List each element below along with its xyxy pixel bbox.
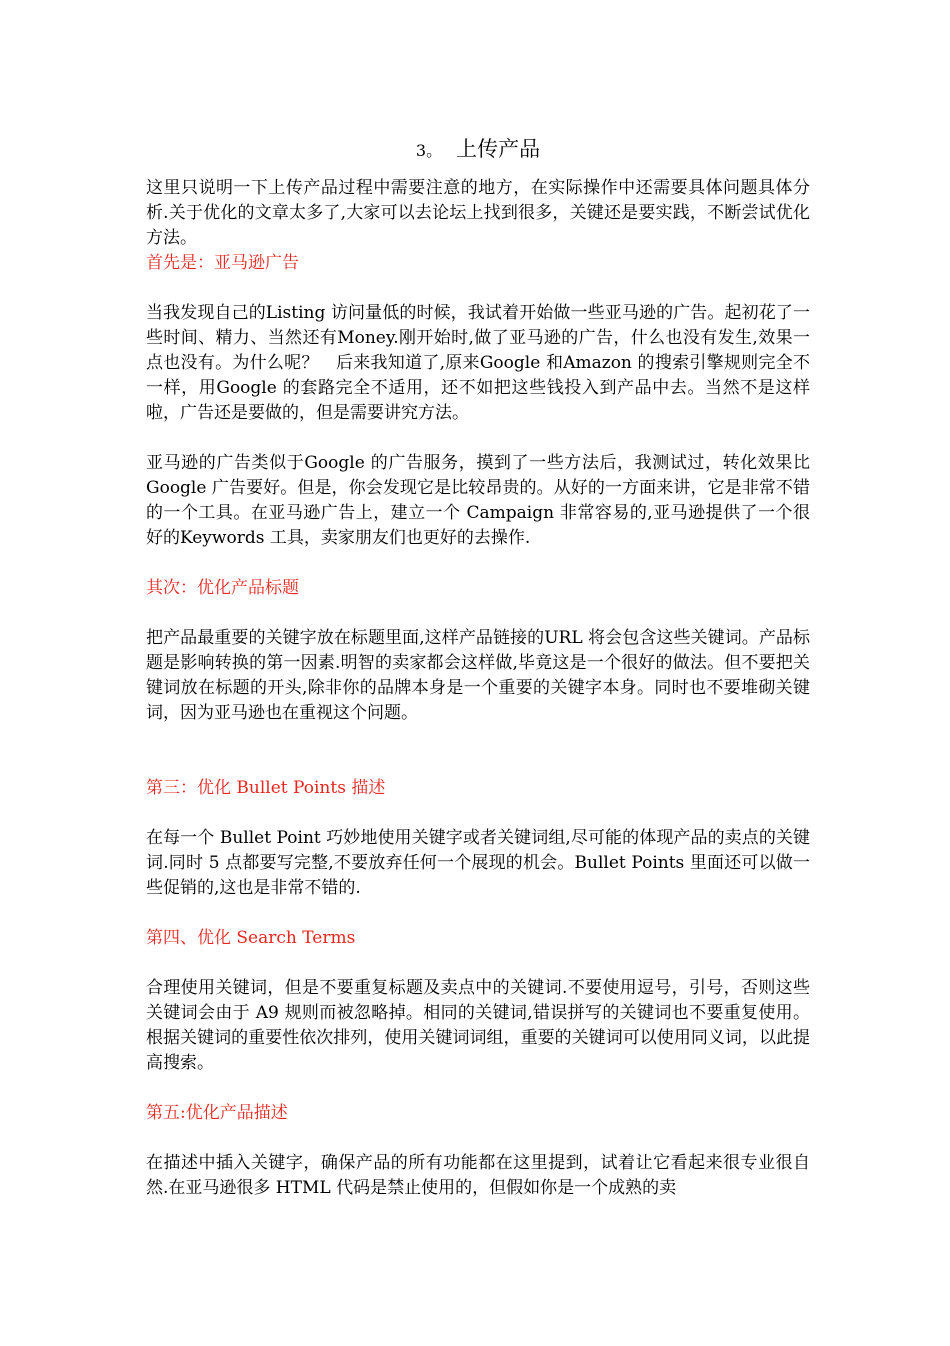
search-terms-paragraph: 合理使用关键词，但是不要重复标题及卖点中的关键词.不要使用逗号，引号，否则这些关键词会由于 A9 规则而被忽略掉。相同的关键词,错误拼写的关键词也不要重复使用。根据关键词的重要性依次排列，使用关键词词组，重要的关键词可以使用同义词，以此提高搜索。 <box>146 978 810 1073</box>
title-optimization-paragraph: 把产品最重要的关键字放在标题里面,这样产品链接的URL 将会包含这些关键词。产品标题是影响转换的第一因素.明智的卖家都会这样做,毕竟这是一个很好的做法。但不要把关键词放在标题的开头,除非你的品牌本身是一个重要的关键字本身。同时也不要堆砌关键词，因为亚马逊也在重视这个问题。 <box>146 628 810 723</box>
section-heading-ads: 首先是：亚马逊广告 <box>146 253 299 273</box>
section-title: 上传产品 <box>456 137 541 161</box>
intro-paragraph: 这里只说明一下上传产品过程中需要注意的地方，在实际操作中还需要具体问题具体分析.关于优化的文章太多了,大家可以去论坛上找到很多，关键还是要实践，不断尝试优化方法。 <box>146 178 810 248</box>
bullet-points-paragraph: 在每一个 Bullet Point 巧妙地使用关键字或者关键词组,尽可能的体现产品的卖点的关键词.同时 5 点都要写完整,不要放弃任何一个展现的机会。Bullet Points 里面还可以做一些促销的,这也是非常不错的. <box>146 828 810 898</box>
ads-paragraph-2: 亚马逊的广告类似于Google 的广告服务，摸到了一些方法后，我测试过，转化效果比Google 广告要好。但是，你会发现它是比较昂贵的。从好的一方面来讲，它是非常不错的一个工具。在亚马逊广告上，建立一个 Campaign 非常容易的,亚马逊提供了一个很好的Keywords 工具，卖家朋友们也更好的去操作. <box>146 453 810 548</box>
section-heading-bullet-points: 第三：优化 Bullet Points 描述 <box>146 778 386 798</box>
page-title <box>146 134 810 166</box>
section-heading-title-optimization: 其次：优化产品标题 <box>146 578 299 598</box>
description-paragraph: 在描述中插入关键字，确保产品的所有功能都在这里提到，试着让它看起来很专业很自然.在亚马逊很多 HTML 代码是禁止使用的，但假如你是一个成熟的卖 <box>146 1153 810 1198</box>
document-page <box>146 134 810 1201</box>
section-heading-search-terms: 第四、优化 Search Terms <box>146 928 356 948</box>
section-number: 3。 <box>415 141 443 160</box>
ads-paragraph-1: 当我发现自己的Listing 访问量低的时候，我试着开始做一些亚马逊的广告。起初花了一些时间、精力、当然还有Money.刚开始时,做了亚马逊的广告，什么也没有发生,效果一点也没有。为什么呢？ 后来我知道了,原来Google 和Amazon 的搜索引擎规则完全不一样，用Google 的套路完全不适用，还不如把这些钱投入到产品中去。当然不是这样啦，广告还是要做的，但是需要讲究方法。 <box>146 303 810 423</box>
section-heading-description: 第五:优化产品描述 <box>146 1103 288 1123</box>
